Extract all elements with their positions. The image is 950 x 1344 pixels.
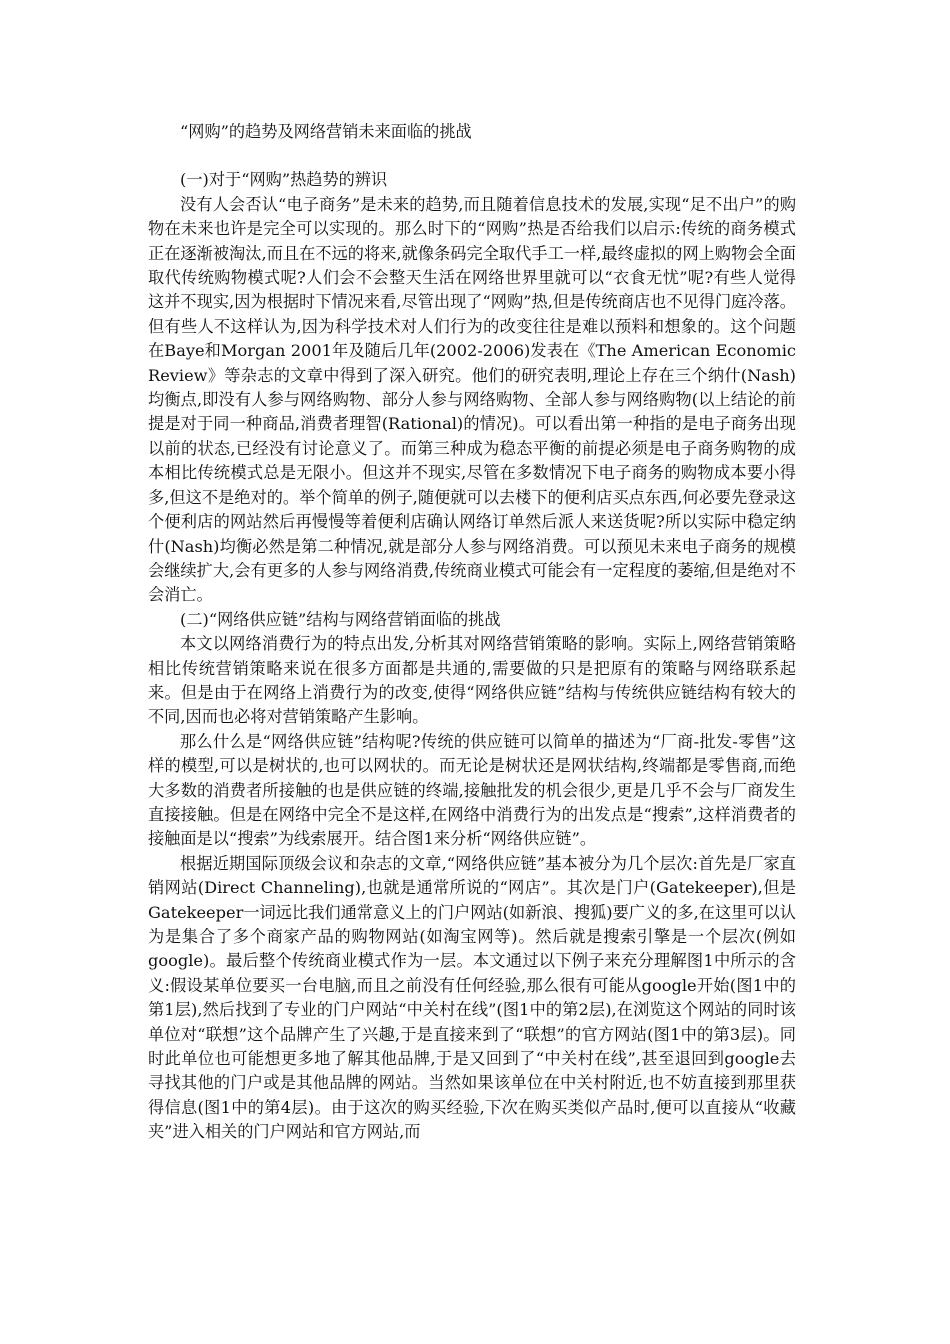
section-2-paragraph-3: 根据近期国际顶级会议和杂志的文章,“网络供应链”基本被分为几个层次:首先是厂家直销网站(Direct Channeling),也就是通常所说的“网店”。其次是门户(Gatekeeper),但是Gatekeeper一词远比我们通常意义上的门户网站(如新浪、搜狐)要广义的多,在这里可以认为是集合了多个商家产品的购物网站(如淘宝网等)。然后就是搜索引擎是一个层次(例如google)。最后整个传统商业模式作为一层。本文通过以下例子来充分理解图1中所示的含义:假设某单位要买一台电脑,而且之前没有任何经验,那么很有可能从google开始(图1中的第1层),然后找到了专业的门户网站“中关村在线”(图1中的第2层),在浏览这个网站的同时该单位对“联想”这个品牌产生了兴趣,于是直接来到了“联想”的官方网站(图1中的第3层)。同时此单位也可能想更多地了解其他品牌,于是又回到了“中关村在线”,甚至退回到google去寻找其他的门户或是其他品牌的网站。当然如果该单位在中关村附近,也不妨直接到那里获得信息(图1中的第4层)。由于这次的购买经验,下次在购买类似产品时,便可以直接从“收藏夹”进入相关的门户网站和官方网站,而 <box>148 853 796 1142</box>
document-title: “网购”的趋势及网络营销未来面临的挑战 <box>180 122 472 141</box>
document-page <box>148 120 796 1145</box>
section-2-paragraph-1: 本文以网络消费行为的特点出发,分析其对网络营销策略的影响。实际上,网络营销策略相比传统营销策略来说在很多方面都是共通的,需要做的只是把原有的策略与网络联系起来。但是由于在网络上消费行为的改变,使得“网络供应链”结构与传统供应链结构有较大的不同,因而也必将对营销策略产生影响。 <box>148 634 796 727</box>
section-2-paragraph-2: 那么什么是“网络供应链”结构呢?传统的供应链可以简单的描述为“厂商-批发-零售”这样的模型,可以是树状的,也可以网状的。而无论是树状还是网状结构,终端都是零售商,而绝大多数的消费者所接触的也是供应链的终端,接触批发的机会很少,更是几乎不会与厂商发生直接接触。但是在网络中完全不是这样,在网络中消费行为的出发点是“搜索”,这样消费者的接触面是以“搜索”为线索展开。结合图1来分析“网络供应链”。 <box>148 731 796 849</box>
section-1-paragraph-1: 没有人会否认“电子商务”是未来的趋势,而且随着信息技术的发展,实现“足不出户”的购物在未来也许是完全可以实现的。那么时下的“网购”热是否给我们以启示:传统的商务模式正在逐渐被淘汰,而且在不远的将来,就像条码完全取代手工一样,最终虚拟的网上购物会全面取代传统购物模式呢?人们会不会整天生活在网络世界里就可以“衣食无忧”呢?有些人觉得这并不现实,因为根据时下情况来看,尽管出现了“网购”热,但是传统商店也不见得门庭冷落。但有些人不这样认为,因为科学技术对人们行为的改变往往是难以预料和想象的。这个问题在Baye和Morgan 2001年及随后几年(2002-2006)发表在《The American Economic Review》等杂志的文章中得到了深入研究。他们的研究表明,理论上存在三个纳什(Nash)均衡点,即没有人参与网络购物、部分人参与网络购物、全部人参与网络购物(以上结论的前提是对于同一种商品,消费者理智(Rational)的情况)。可以看出第一种指的是电子商务出现以前的状态,已经没有讨论意义了。而第三种成为稳态平衡的前提必须是电子商务购物的成本相比传统模式总是无限小。但这并不现实,尽管在多数情况下电子商务的购物成本要小得多,但这不是绝对的。举个简单的例子,随便就可以去楼下的便利店买点东西,何必要先登录这个便利店的网站然后再慢慢等着便利店确认网络订单然后派人来送货呢?所以实际中稳定纳什(Nash)均衡必然是第二种情况,就是部分人参与网络消费。可以预见未来电子商务的规模会继续扩大,会有更多的人参与网络消费,传统商业模式可能会有一定程度的萎缩,但是绝对不会消亡。 <box>148 194 796 605</box>
section-heading-2: (二)“网络供应链”结构与网络营销面临的挑战 <box>180 609 501 629</box>
section-heading-1: (一)对于“网购”热趋势的辨识 <box>180 170 388 190</box>
